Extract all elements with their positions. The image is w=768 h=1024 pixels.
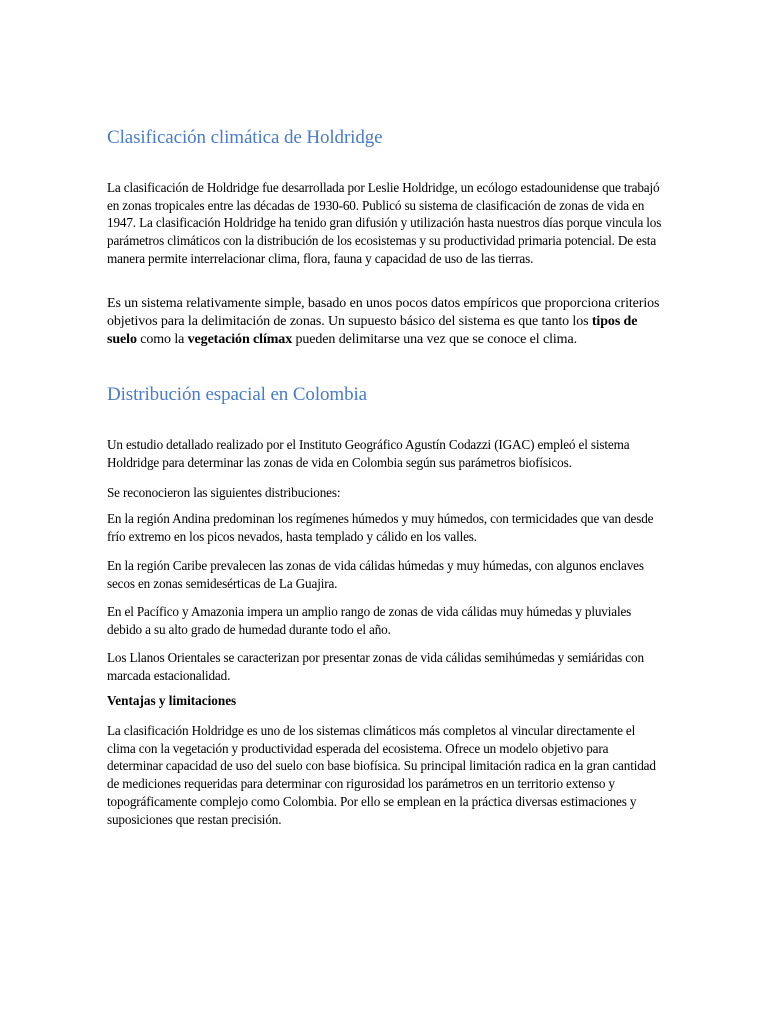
paragraph-system-mid: como la — [136, 332, 188, 347]
paragraph-distributions: Se reconocieron las siguientes distribuciones: — [107, 485, 341, 500]
paragraph-pacifico: En el Pacífico y Amazonia impera un amplio rango de zonas de vida cálidas muy húmedas y pluviales debido a su alto grado de humedad durante todo el año. — [107, 604, 632, 637]
bold-term-soil: tipos de suelo — [107, 314, 638, 347]
paragraph-andina: En la región Andina predominan los regímenes húmedos y muy húmedos, con termicidades que van desde frío extremo en los picos nevados, hasta templado y cálido en los valles. — [107, 511, 654, 544]
heading-holdridge: Clasificación climática de Holdridge — [107, 127, 383, 148]
paragraph-system-start: Es un sistema relativamente simple, basado en unos pocos datos empíricos que proporciona criterios objetivos para la delimitación de zonas. Un supuesto básico del sistema es que tanto los — [107, 296, 660, 329]
bold-term-climax: vegetación clímax — [187, 332, 293, 347]
subheading-ventajas: Ventajas y limitaciones — [107, 693, 237, 708]
paragraph-igac: Un estudio detallado realizado por el Instituto Geográfico Agustín Codazzi (IGAC) empleó el sistema Holdridge para determinar las zonas de vida en Colombia según sus parámetros biofísicos. — [107, 437, 630, 470]
paragraph-caribe: En la región Caribe prevalecen las zonas de vida cálidas húmedas y muy húmedas, con algunos enclaves secos en zonas semidesérticas de La Guajira. — [107, 558, 644, 591]
paragraph-intro: La clasificación de Holdridge fue desarrollada por Leslie Holdridge, un ecólogo estadounidense que trabajó en zonas tropicales entre las décadas de 1930-60. Publicó su sistema de clasificación de zonas de vida en 1947. La clasificación Holdridge ha tenido gran difusión y utilización hasta nuestros días porque vincula los parámetros climáticos con la distribución de los ecosistemas y su productividad primaria potencial. De esta manera permite interrelacionar clima, flora, fauna y capacidad de uso de las tierras. — [107, 180, 662, 266]
heading-colombia: Distribución espacial en Colombia — [107, 384, 368, 405]
paragraph-system — [107, 295, 665, 349]
paragraph-llanos: Los Llanos Orientales se caracterizan por presentar zonas de vida cálidas semihúmedas y semiáridas con marcada estacionalidad. — [107, 650, 644, 683]
paragraph-ventajas: La clasificación Holdridge es uno de los sistemas climáticos más completos al vincular directamente el clima con la vegetación y productividad esperada del ecosistema. Ofrece un modelo objetivo para determinar capacidad de uso del suelo con base biofísica. Su principal limitación radica en la gran cantidad de mediciones requeridas para determinar con rigurosidad los parámetros en un territorio extenso y topográficamente complejo como Colombia. Por ello se emplean en la práctica diversas estimaciones y suposiciones que restan precisión. — [107, 723, 656, 827]
paragraph-system-end: pueden delimitarse una vez que se conoce el clima. — [292, 332, 577, 347]
